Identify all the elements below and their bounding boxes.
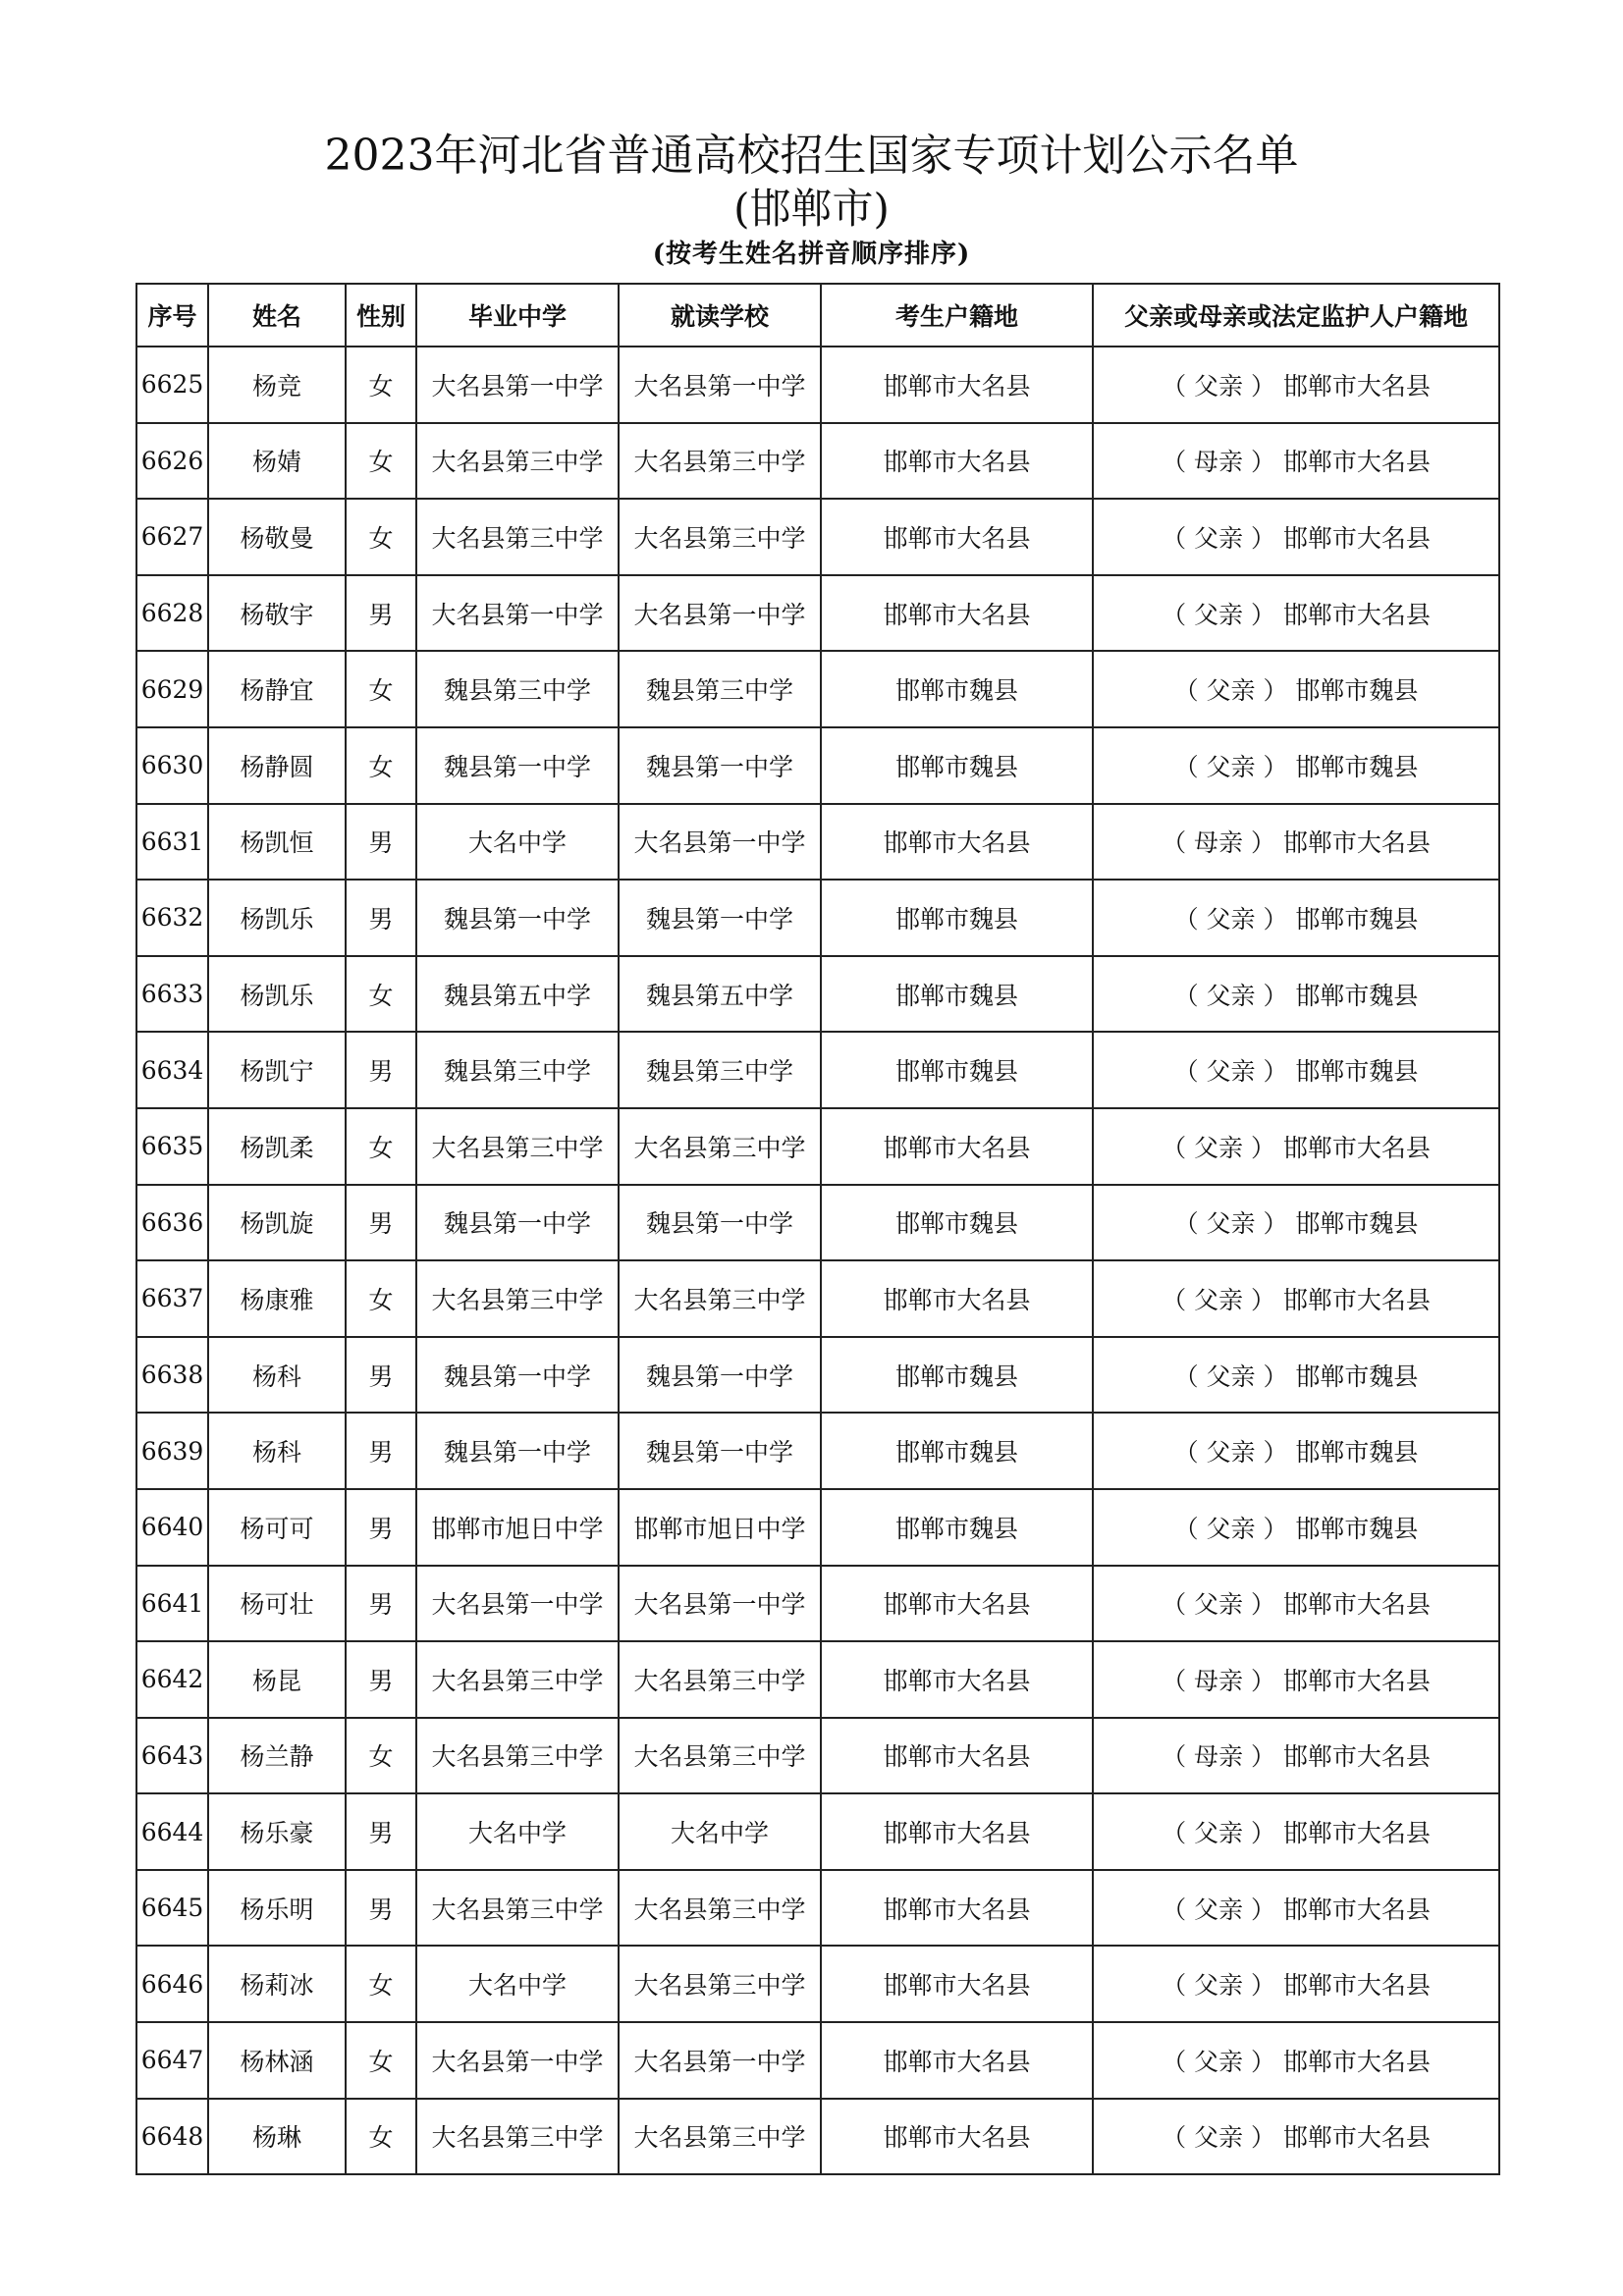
cell-name: 杨敬宇: [208, 575, 346, 652]
cell-current-school: 大名县第三中学: [619, 1641, 821, 1718]
cell-index: 6640: [136, 1489, 208, 1566]
table-row: [136, 956, 1499, 1033]
cell-student-domicile: 邯郸市魏县: [821, 1413, 1093, 1489]
cell-gender: 男: [346, 1185, 416, 1261]
cell-current-school: 邯郸市旭日中学: [619, 1489, 821, 1566]
sort-note: (按考生姓名拼音顺序排序): [652, 240, 971, 269]
cell-guardian-domicile: （ 父亲 ） 邯郸市大名县: [1093, 1946, 1499, 2022]
cell-index: 6637: [136, 1260, 208, 1337]
cell-current-school: 魏县第一中学: [619, 1337, 821, 1414]
cell-index: 6633: [136, 956, 208, 1033]
cell-name: 杨昆: [208, 1641, 346, 1718]
cell-current-school: 大名县第三中学: [619, 1108, 821, 1185]
table-row: [136, 1185, 1499, 1261]
cell-graduation-school: 大名县第一中学: [416, 575, 619, 652]
cell-graduation-school: 魏县第一中学: [416, 1185, 619, 1261]
cell-gender: 女: [346, 499, 416, 575]
table-row: [136, 1413, 1499, 1489]
table-row: [136, 880, 1499, 956]
cell-current-school: 大名县第三中学: [619, 1870, 821, 1947]
cell-name: 杨莉冰: [208, 1946, 346, 2022]
cell-graduation-school: 大名县第三中学: [416, 1718, 619, 1794]
cell-guardian-domicile: （ 母亲 ） 邯郸市大名县: [1093, 1641, 1499, 1718]
table-body: [136, 347, 1499, 2174]
column-header-student-domicile: 考生户籍地: [821, 284, 1093, 347]
cell-index: 6644: [136, 1793, 208, 1870]
cell-student-domicile: 邯郸市大名县: [821, 2099, 1093, 2175]
cell-index: 6628: [136, 575, 208, 652]
cell-graduation-school: 大名县第三中学: [416, 1108, 619, 1185]
cell-index: 6647: [136, 2022, 208, 2099]
cell-student-domicile: 邯郸市魏县: [821, 880, 1093, 956]
cell-current-school: 魏县第三中学: [619, 1032, 821, 1108]
cell-gender: 女: [346, 956, 416, 1033]
table-row: [136, 1260, 1499, 1337]
table-row: [136, 1489, 1499, 1566]
cell-name: 杨婧: [208, 423, 346, 500]
cell-student-domicile: 邯郸市魏县: [821, 1185, 1093, 1261]
cell-index: 6642: [136, 1641, 208, 1718]
cell-gender: 女: [346, 423, 416, 500]
cell-graduation-school: 大名县第一中学: [416, 1566, 619, 1642]
cell-index: 6632: [136, 880, 208, 956]
cell-current-school: 大名县第三中学: [619, 1946, 821, 2022]
cell-current-school: 魏县第五中学: [619, 956, 821, 1033]
cell-name: 杨凯恒: [208, 804, 346, 881]
cell-student-domicile: 邯郸市大名县: [821, 423, 1093, 500]
cell-guardian-domicile: （ 父亲 ） 邯郸市大名县: [1093, 1108, 1499, 1185]
cell-name: 杨琳: [208, 2099, 346, 2175]
table-row: [136, 423, 1499, 500]
table-row: [136, 1032, 1499, 1108]
cell-gender: 男: [346, 1337, 416, 1414]
cell-student-domicile: 邯郸市大名县: [821, 2022, 1093, 2099]
table-row: [136, 347, 1499, 423]
cell-current-school: 大名县第一中学: [619, 347, 821, 423]
cell-gender: 男: [346, 1566, 416, 1642]
table-row: [136, 1946, 1499, 2022]
cell-name: 杨康雅: [208, 1260, 346, 1337]
cell-student-domicile: 邯郸市大名县: [821, 1566, 1093, 1642]
cell-student-domicile: 邯郸市魏县: [821, 956, 1093, 1033]
table-row: [136, 1641, 1499, 1718]
cell-gender: 女: [346, 1718, 416, 1794]
cell-guardian-domicile: （ 父亲 ） 邯郸市魏县: [1093, 956, 1499, 1033]
cell-guardian-domicile: （ 父亲 ） 邯郸市大名县: [1093, 1260, 1499, 1337]
roster-table: [135, 283, 1500, 2175]
cell-student-domicile: 邯郸市魏县: [821, 651, 1093, 727]
table-row: [136, 651, 1499, 727]
cell-gender: 女: [346, 1260, 416, 1337]
cell-student-domicile: 邯郸市大名县: [821, 1870, 1093, 1947]
cell-name: 杨科: [208, 1337, 346, 1414]
cell-student-domicile: 邯郸市魏县: [821, 727, 1093, 804]
cell-gender: 女: [346, 1108, 416, 1185]
cell-gender: 男: [346, 1641, 416, 1718]
cell-index: 6636: [136, 1185, 208, 1261]
cell-gender: 女: [346, 347, 416, 423]
table-row: [136, 575, 1499, 652]
cell-index: 6638: [136, 1337, 208, 1414]
cell-current-school: 大名县第一中学: [619, 804, 821, 881]
cell-name: 杨凯乐: [208, 956, 346, 1033]
cell-gender: 男: [346, 575, 416, 652]
cell-guardian-domicile: （ 母亲 ） 邯郸市大名县: [1093, 804, 1499, 881]
cell-index: 6625: [136, 347, 208, 423]
cell-gender: 女: [346, 1946, 416, 2022]
cell-current-school: 魏县第三中学: [619, 651, 821, 727]
cell-index: 6648: [136, 2099, 208, 2175]
cell-current-school: 魏县第一中学: [619, 1413, 821, 1489]
cell-graduation-school: 大名县第三中学: [416, 1260, 619, 1337]
page-title: 2023年河北省普通高校招生国家专项计划公示名单: [324, 131, 1299, 181]
table-row: [136, 2022, 1499, 2099]
cell-current-school: 大名县第三中学: [619, 499, 821, 575]
cell-current-school: 魏县第一中学: [619, 880, 821, 956]
cell-name: 杨凯宁: [208, 1032, 346, 1108]
cell-name: 杨凯乐: [208, 880, 346, 956]
cell-student-domicile: 邯郸市大名县: [821, 499, 1093, 575]
cell-name: 杨可可: [208, 1489, 346, 1566]
column-header-current-school: 就读学校: [619, 284, 821, 347]
cell-guardian-domicile: （ 父亲 ） 邯郸市魏县: [1093, 651, 1499, 727]
cell-guardian-domicile: （ 父亲 ） 邯郸市魏县: [1093, 727, 1499, 804]
cell-gender: 男: [346, 1870, 416, 1947]
cell-student-domicile: 邯郸市大名县: [821, 347, 1093, 423]
table-row: [136, 1337, 1499, 1414]
cell-guardian-domicile: （ 父亲 ） 邯郸市大名县: [1093, 1566, 1499, 1642]
table-row: [136, 727, 1499, 804]
cell-index: 6645: [136, 1870, 208, 1947]
cell-guardian-domicile: （ 父亲 ） 邯郸市大名县: [1093, 1870, 1499, 1947]
cell-guardian-domicile: （ 父亲 ） 邯郸市魏县: [1093, 1032, 1499, 1108]
cell-name: 杨敬曼: [208, 499, 346, 575]
cell-gender: 女: [346, 727, 416, 804]
cell-guardian-domicile: （ 父亲 ） 邯郸市大名县: [1093, 2099, 1499, 2175]
cell-current-school: 大名县第三中学: [619, 1718, 821, 1794]
cell-name: 杨静宜: [208, 651, 346, 727]
column-header-graduation-school: 毕业中学: [416, 284, 619, 347]
cell-name: 杨乐豪: [208, 1793, 346, 1870]
cell-student-domicile: 邯郸市大名县: [821, 1108, 1093, 1185]
cell-guardian-domicile: （ 父亲 ） 邯郸市魏县: [1093, 1489, 1499, 1566]
cell-gender: 女: [346, 2099, 416, 2175]
cell-student-domicile: 邯郸市大名县: [821, 1946, 1093, 2022]
cell-graduation-school: 魏县第三中学: [416, 1032, 619, 1108]
cell-graduation-school: 魏县第一中学: [416, 727, 619, 804]
cell-name: 杨科: [208, 1413, 346, 1489]
cell-graduation-school: 大名县第三中学: [416, 1641, 619, 1718]
cell-student-domicile: 邯郸市大名县: [821, 1793, 1093, 1870]
cell-graduation-school: 魏县第一中学: [416, 1337, 619, 1414]
cell-gender: 女: [346, 651, 416, 727]
cell-graduation-school: 大名县第三中学: [416, 2099, 619, 2175]
cell-current-school: 魏县第一中学: [619, 1185, 821, 1261]
cell-current-school: 大名中学: [619, 1793, 821, 1870]
table-row: [136, 499, 1499, 575]
cell-index: 6635: [136, 1108, 208, 1185]
cell-name: 杨兰静: [208, 1718, 346, 1794]
cell-index: 6627: [136, 499, 208, 575]
cell-current-school: 大名县第三中学: [619, 423, 821, 500]
cell-student-domicile: 邯郸市大名县: [821, 575, 1093, 652]
cell-graduation-school: 魏县第五中学: [416, 956, 619, 1033]
cell-student-domicile: 邯郸市大名县: [821, 1260, 1093, 1337]
cell-guardian-domicile: （ 父亲 ） 邯郸市大名县: [1093, 2022, 1499, 2099]
table-row: [136, 1793, 1499, 1870]
page-subtitle: (邯郸市): [733, 185, 890, 233]
cell-index: 6641: [136, 1566, 208, 1642]
cell-student-domicile: 邯郸市大名县: [821, 1641, 1093, 1718]
cell-index: 6629: [136, 651, 208, 727]
cell-guardian-domicile: （ 父亲 ） 邯郸市魏县: [1093, 1413, 1499, 1489]
column-header-guardian-domicile: 父亲或母亲或法定监护人户籍地: [1093, 284, 1499, 347]
column-header-index: 序号: [136, 284, 208, 347]
cell-gender: 女: [346, 2022, 416, 2099]
table-row: [136, 1108, 1499, 1185]
table-row: [136, 1718, 1499, 1794]
cell-student-domicile: 邯郸市大名县: [821, 1718, 1093, 1794]
cell-gender: 男: [346, 1489, 416, 1566]
cell-current-school: 大名县第三中学: [619, 1260, 821, 1337]
cell-graduation-school: 大名县第三中学: [416, 423, 619, 500]
cell-graduation-school: 大名县第一中学: [416, 2022, 619, 2099]
cell-graduation-school: 大名中学: [416, 804, 619, 881]
cell-name: 杨林涵: [208, 2022, 346, 2099]
cell-index: 6639: [136, 1413, 208, 1489]
cell-gender: 男: [346, 1793, 416, 1870]
cell-graduation-school: 魏县第一中学: [416, 880, 619, 956]
cell-current-school: 大名县第一中学: [619, 2022, 821, 2099]
cell-index: 6634: [136, 1032, 208, 1108]
cell-graduation-school: 大名县第三中学: [416, 1870, 619, 1947]
cell-index: 6630: [136, 727, 208, 804]
cell-graduation-school: 大名县第三中学: [416, 499, 619, 575]
cell-student-domicile: 邯郸市魏县: [821, 1337, 1093, 1414]
cell-graduation-school: 魏县第一中学: [416, 1413, 619, 1489]
cell-gender: 男: [346, 1032, 416, 1108]
table-row: [136, 1566, 1499, 1642]
cell-graduation-school: 大名中学: [416, 1946, 619, 2022]
table-header-row: [136, 284, 1499, 347]
cell-name: 杨可壮: [208, 1566, 346, 1642]
cell-name: 杨静圆: [208, 727, 346, 804]
cell-gender: 男: [346, 804, 416, 881]
column-header-gender: 性别: [346, 284, 416, 347]
cell-guardian-domicile: （ 母亲 ） 邯郸市大名县: [1093, 423, 1499, 500]
table-row: [136, 1870, 1499, 1947]
cell-guardian-domicile: （ 母亲 ） 邯郸市大名县: [1093, 1718, 1499, 1794]
cell-student-domicile: 邯郸市魏县: [821, 1489, 1093, 1566]
cell-student-domicile: 邯郸市魏县: [821, 1032, 1093, 1108]
cell-student-domicile: 邯郸市大名县: [821, 804, 1093, 881]
cell-name: 杨凯旋: [208, 1185, 346, 1261]
cell-index: 6626: [136, 423, 208, 500]
cell-name: 杨竞: [208, 347, 346, 423]
cell-guardian-domicile: （ 父亲 ） 邯郸市魏县: [1093, 1337, 1499, 1414]
cell-graduation-school: 邯郸市旭日中学: [416, 1489, 619, 1566]
cell-guardian-domicile: （ 父亲 ） 邯郸市大名县: [1093, 1793, 1499, 1870]
cell-index: 6631: [136, 804, 208, 881]
cell-current-school: 大名县第三中学: [619, 2099, 821, 2175]
cell-gender: 男: [346, 1413, 416, 1489]
cell-index: 6646: [136, 1946, 208, 2022]
cell-graduation-school: 大名中学: [416, 1793, 619, 1870]
column-header-name: 姓名: [208, 284, 346, 347]
cell-current-school: 大名县第一中学: [619, 1566, 821, 1642]
cell-current-school: 大名县第一中学: [619, 575, 821, 652]
cell-graduation-school: 魏县第三中学: [416, 651, 619, 727]
cell-graduation-school: 大名县第一中学: [416, 347, 619, 423]
cell-index: 6643: [136, 1718, 208, 1794]
document-header: [0, 130, 1623, 271]
cell-guardian-domicile: （ 父亲 ） 邯郸市大名县: [1093, 499, 1499, 575]
table-row: [136, 2099, 1499, 2175]
cell-guardian-domicile: （ 父亲 ） 邯郸市大名县: [1093, 347, 1499, 423]
cell-current-school: 魏县第一中学: [619, 727, 821, 804]
cell-name: 杨乐明: [208, 1870, 346, 1947]
cell-guardian-domicile: （ 父亲 ） 邯郸市大名县: [1093, 575, 1499, 652]
cell-gender: 男: [346, 880, 416, 956]
cell-guardian-domicile: （ 父亲 ） 邯郸市魏县: [1093, 880, 1499, 956]
table-row: [136, 804, 1499, 881]
cell-guardian-domicile: （ 父亲 ） 邯郸市魏县: [1093, 1185, 1499, 1261]
cell-name: 杨凯柔: [208, 1108, 346, 1185]
